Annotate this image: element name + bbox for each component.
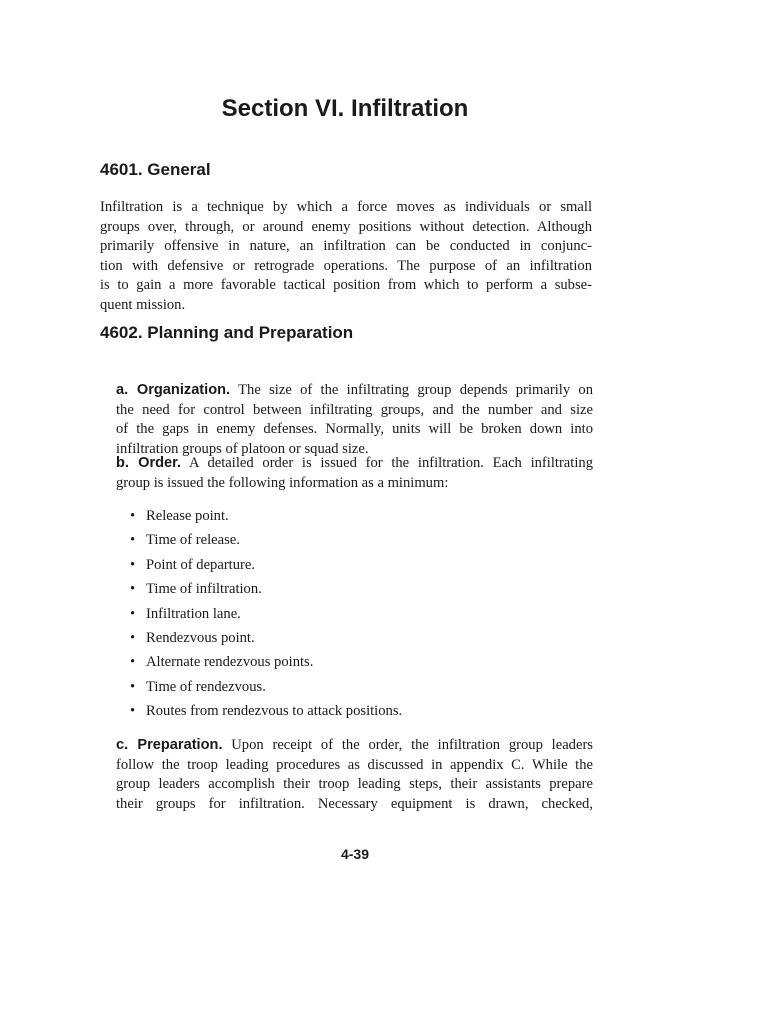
list-item-text: Time of infiltration. [146, 581, 262, 598]
paragraph-lead: c. Preparation. [116, 737, 223, 753]
list-item-text: Release point. [146, 508, 229, 524]
general-paragraph [100, 198, 592, 316]
list-item [130, 554, 402, 578]
list-item-text: Point of departure. [146, 556, 256, 573]
text-line: quent mission. [100, 296, 186, 313]
text-line: group is issued the following information as a minimum: [116, 474, 449, 491]
text-line: follow the troop leading procedures as discussed in appendix C. While the [116, 756, 593, 773]
list-item [130, 700, 402, 724]
bullet-icon: • [130, 629, 136, 646]
list-item-text: Infiltration lane. [146, 605, 241, 622]
bullet-icon: • [130, 654, 136, 671]
list-item [130, 627, 402, 651]
text-line: groups over, through, or around enemy positions without detection. Although [100, 218, 592, 235]
bullet-icon: • [130, 581, 136, 598]
bullet-icon: • [130, 532, 136, 549]
page-title: Section VI. Infiltration [221, 95, 469, 122]
text-line: tion with defensive or retrograde operations. The purpose of an infiltration [100, 257, 592, 274]
text-line: Upon receipt of the order, the infiltration group leaders [222, 737, 593, 753]
section-heading-general: 4601. General [100, 160, 211, 179]
preparation-paragraph [116, 736, 593, 814]
order-bullet-list [130, 505, 402, 725]
list-item [130, 578, 402, 602]
section-heading-planning: 4602. Planning and Preparation [100, 323, 354, 342]
order-paragraph [116, 454, 593, 493]
text-line: the need for control between infiltrating groups, and the number and size [116, 401, 593, 418]
list-item [130, 505, 402, 529]
text-line: of the gaps in enemy defenses. Normally, units will be broken down into [116, 421, 593, 438]
page-number: 4-39 [340, 846, 370, 862]
list-item-text: Routes from rendezvous to attack positions. [146, 703, 403, 720]
list-item [130, 676, 402, 700]
text-line: their groups for infiltration. Necessary equipment is drawn, checked, [116, 795, 593, 812]
paragraph-lead: b. Order. [116, 455, 182, 471]
organization-paragraph [116, 381, 593, 459]
bullet-icon: • [130, 678, 136, 695]
bullet-icon: • [130, 508, 136, 524]
list-item-text: Rendezvous point. [146, 629, 255, 646]
text-line: primarily offensive in nature, an infiltration can be conducted in conjunc- [100, 238, 592, 255]
list-item-text: Alternate rendezvous points. [146, 654, 314, 671]
paragraph-lead: a. Organization. [116, 382, 231, 398]
text-line: is to gain a more favorable tactical position from which to perform a subse- [100, 277, 592, 294]
list-item [130, 651, 402, 675]
text-line: infiltration groups of platoon or squad size. [116, 440, 369, 457]
text-line: Infiltration is a technique by which a force moves as individuals or small [100, 199, 592, 215]
text-line: The size of the infiltrating group depends primarily on [230, 382, 593, 398]
list-item [130, 603, 402, 627]
list-item-text: Time of rendezvous. [146, 678, 266, 695]
bullet-icon: • [130, 605, 136, 622]
list-item [130, 529, 402, 553]
text-line: A detailed order is issued for the infiltration. Each infiltrating [181, 455, 593, 471]
list-item-text: Time of release. [146, 532, 240, 549]
text-line: group leaders accomplish their troop leading steps, their assistants prepare [116, 776, 593, 793]
bullet-icon: • [130, 703, 136, 720]
bullet-icon: • [130, 556, 136, 573]
